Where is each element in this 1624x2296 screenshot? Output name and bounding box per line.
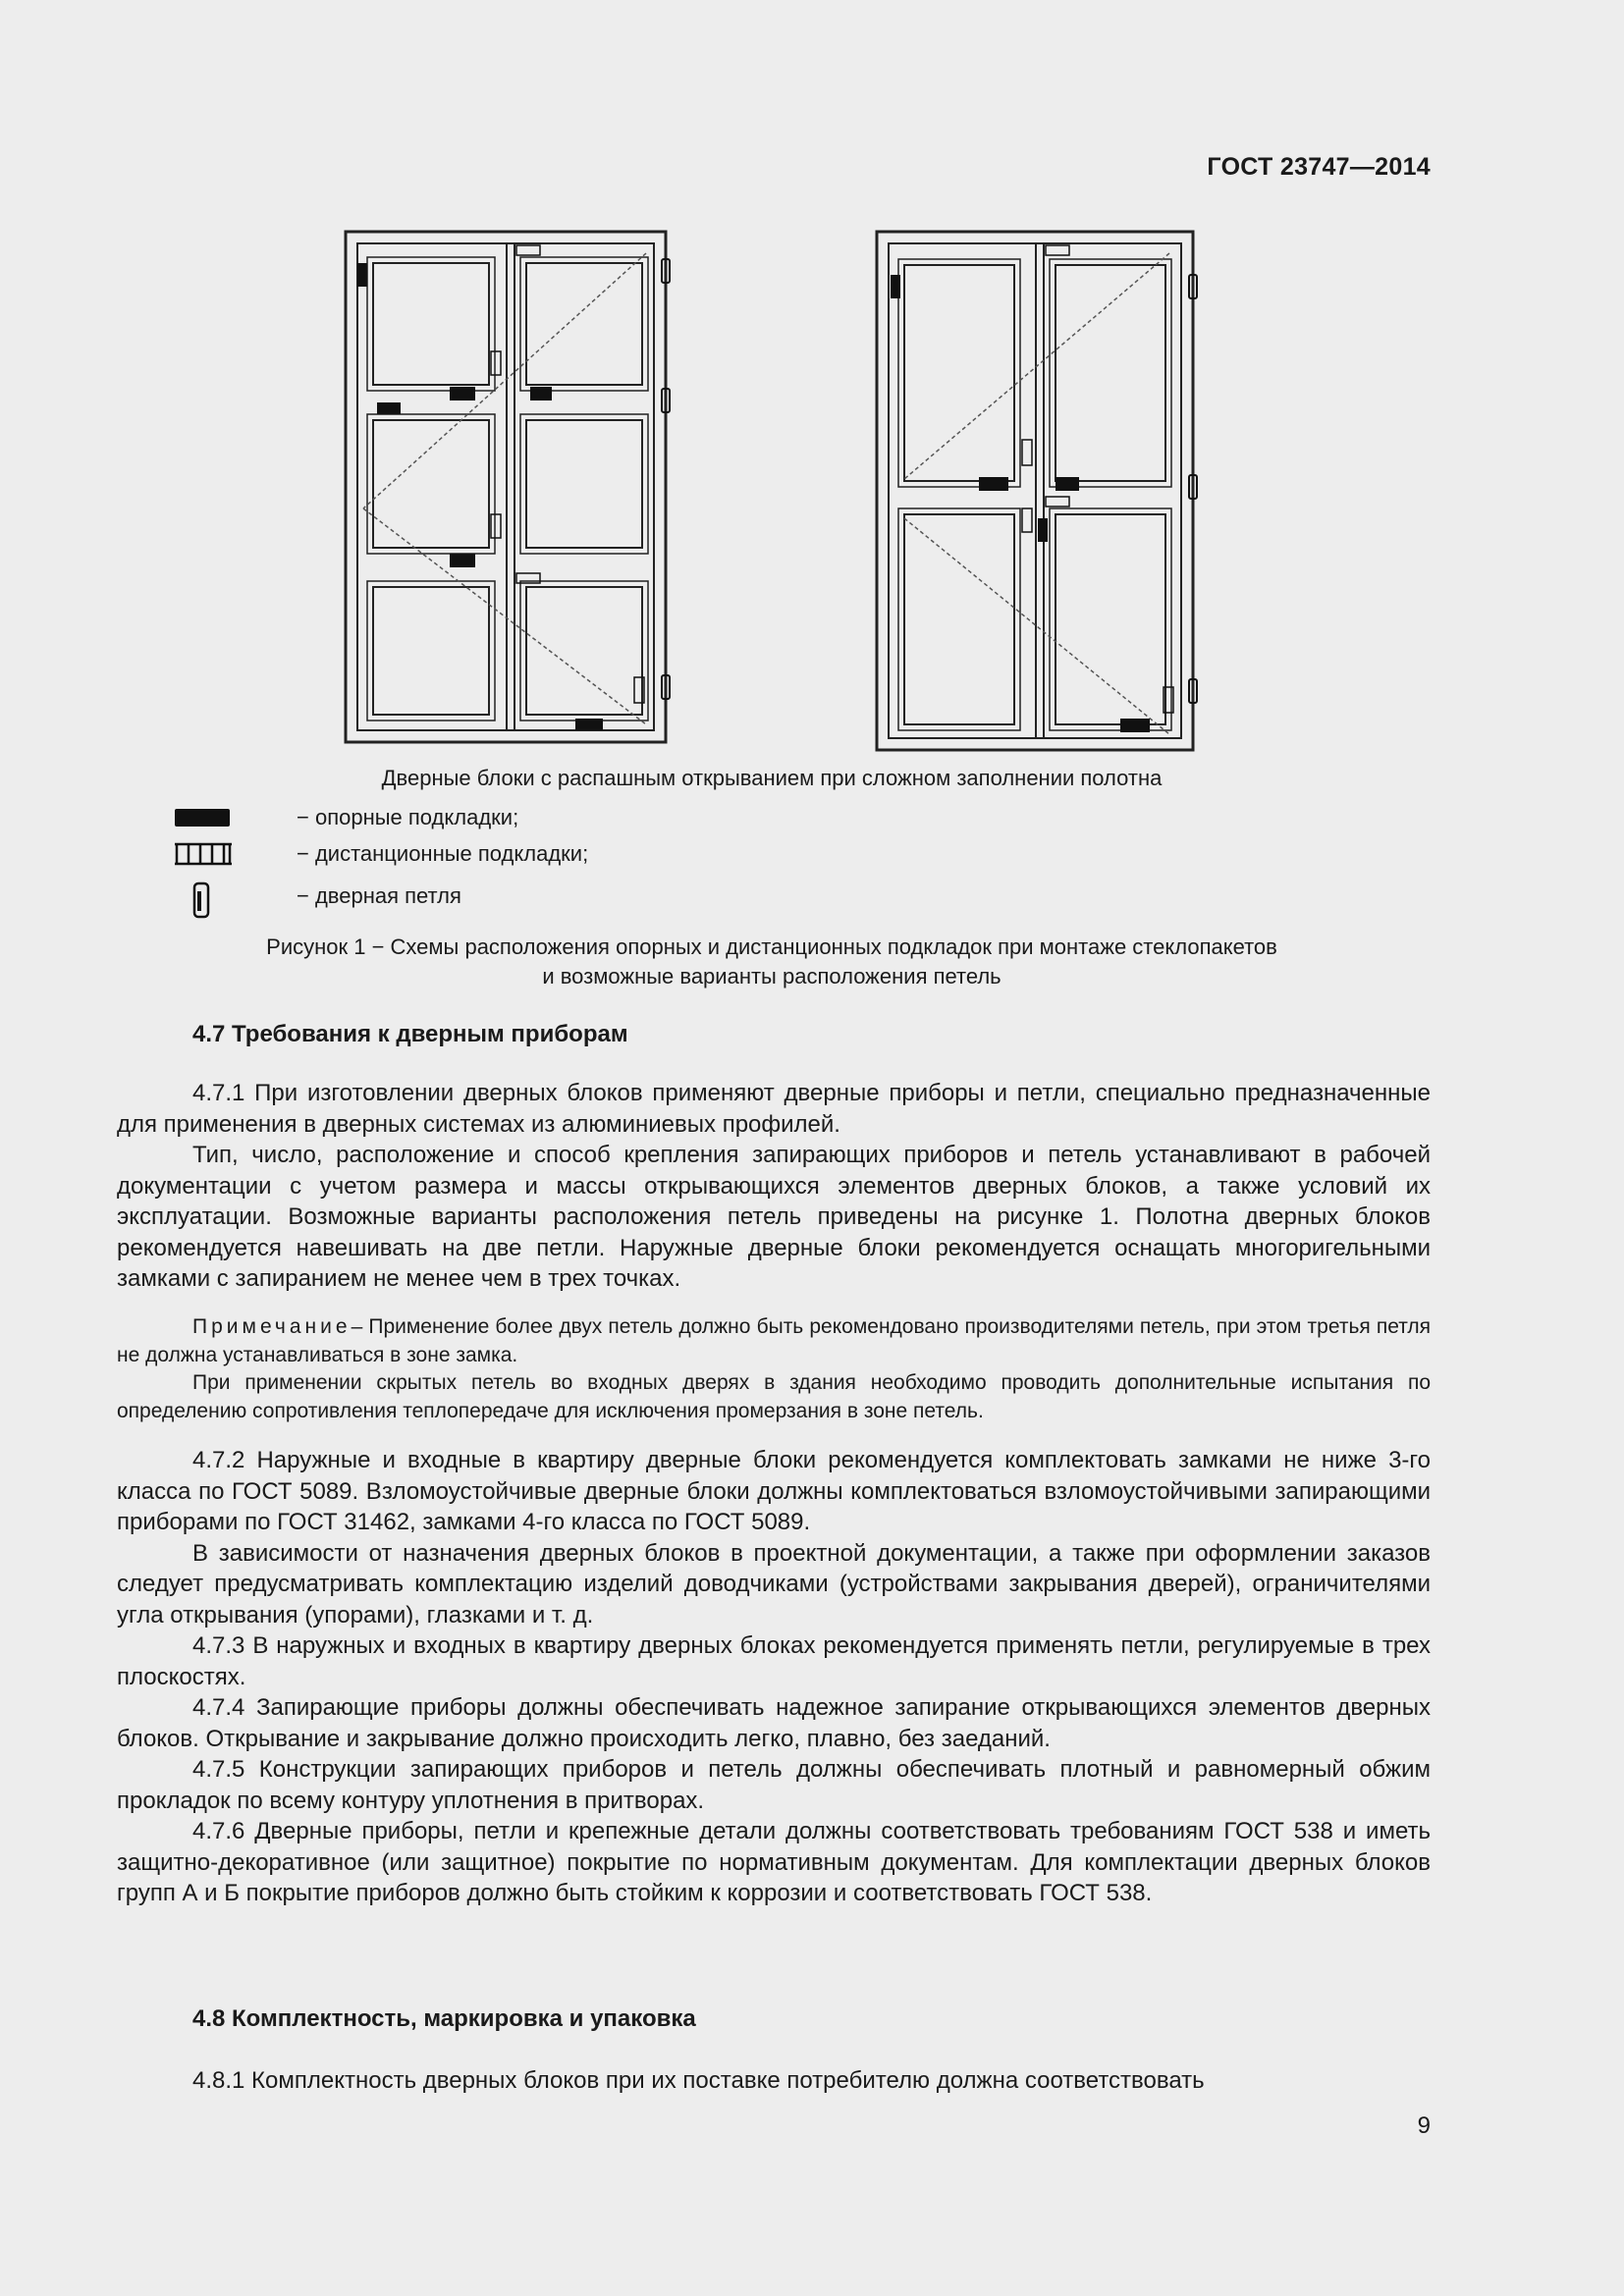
- door-scheme-right: [869, 224, 1213, 754]
- legend-item: [173, 839, 762, 873]
- standard-code: ГОСТ 23747—2014: [1207, 153, 1431, 181]
- legend-item: [173, 803, 762, 836]
- paragraph: 4.7.3 В наружных и входных в квартиру дверных блоках рекомендуется применять петли, регулируемые в трех плоскостях.: [117, 1632, 1431, 1690]
- paragraph: 4.8.1 Комплектность дверных блоков при их поставке потребителю должна соответствовать: [192, 2067, 1205, 2094]
- paragraph: 4.7.1 При изготовлении дверных блоков применяют дверные приборы и петли, специально предназначенные для применения в дверных системах из алюминиевых профилей.: [117, 1080, 1431, 1138]
- paragraph: 4.7.2 Наружные и входные в квартиру дверные блоки рекомендуется комплектовать замками не ниже 3-го класса по ГОСТ 5089. Взломоустойчивые дверные блоки должны комплектоваться взломоустойчивыми запирающими приборами по ГОСТ 31462, замками 4-го класса по ГОСТ 5089.: [117, 1447, 1431, 1535]
- note-block: [117, 1313, 1431, 1425]
- legend-item: [173, 881, 762, 915]
- figure-1: [334, 224, 1218, 774]
- legend-label: − опорные подкладки;: [297, 805, 519, 829]
- section-heading-4-7: 4.7 Требования к дверным приборам: [192, 1021, 628, 1047]
- section-4-7-text-2: [117, 1445, 1431, 1909]
- support-pad-icon: [173, 803, 234, 832]
- figure-subcaption: Дверные блоки с распашным открыванием при сложном заполнении полотна: [381, 766, 1163, 790]
- paragraph: 4.7.5 Конструкции запирающих приборов и петель должны обеспечивать плотный и равномерный обжим прокладок по всему контуру уплотнения в притворах.: [117, 1756, 1431, 1814]
- paragraph: 4.7.4 Запирающие приборы должны обеспечивать надежное запирание открывающихся элементов дверных блоков. Открывание и закрывание должно происходить легко, плавно, без заеданий.: [117, 1694, 1431, 1752]
- figure-title-line: Рисунок 1 − Схемы расположения опорных и дистанционных подкладок при монтаже стеклопакетов: [266, 934, 1277, 959]
- figure-title-line: и возможные варианты расположения петель: [542, 964, 1001, 988]
- note-paragraph: [117, 1313, 1431, 1369]
- paragraph: В зависимости от назначения дверных блоков в проектной документации, а также при оформлении заказов следует предусматривать комплектацию изделий доводчиками (устройствами закрывания дверей), ограничителями угла открывания (упорами), глазками и т. д.: [117, 1539, 1431, 1629]
- note-text: – Применение более двух петель должно быть рекомендовано производителями петель, при этом третья петля не должна устанавливаться в зоне замка.: [117, 1315, 1431, 1366]
- legend-label: − дверная петля: [297, 883, 461, 908]
- legend-label: − дистанционные подкладки;: [297, 841, 589, 866]
- paragraph: 4.7.6 Дверные приборы, петли и крепежные детали должны соответствовать требованиям ГОСТ 538 и иметь защитно-декоративное (или защитное) покрытие по нормативным документам. Для комплектации дверных блоков групп А и Б покрытие приборов должно быть стойким к коррозии и соответствовать ГОСТ 538.: [117, 1818, 1431, 1906]
- page-number: 9: [1417, 2112, 1431, 2139]
- note-paragraph: При применении скрытых петель во входных дверях в здания необходимо проводить дополнительные испытания по определению сопротивления теплопередаче для исключения промерзания в зоне петель.: [117, 1371, 1431, 1422]
- figure-title: [0, 933, 1543, 991]
- note-label: Примечание: [192, 1315, 352, 1338]
- section-4-8-text: [117, 2065, 1431, 2097]
- section-heading-4-8: 4.8 Комплектность, маркировка и упаковка: [192, 2005, 696, 2032]
- spacer-pad-icon: [173, 839, 234, 869]
- door-scheme-left: [334, 224, 677, 754]
- section-4-7-text-1: [117, 1078, 1431, 1295]
- paragraph: Тип, число, расположение и способ крепления запирающих приборов и петель устанавливают в рабочей документации с учетом размера и массы открывающихся элементов дверных блоков, а также условий их эксплуатации. Возможные варианты расположения петель приведены на рисунке 1. Полотна дверных блоков рекомендуется навешивать на две петли. Наружные дверные блоки рекомендуется оснащать многоригельными замками с запиранием не менее чем в трех точках.: [117, 1142, 1431, 1292]
- door-hinge-icon: [173, 881, 234, 921]
